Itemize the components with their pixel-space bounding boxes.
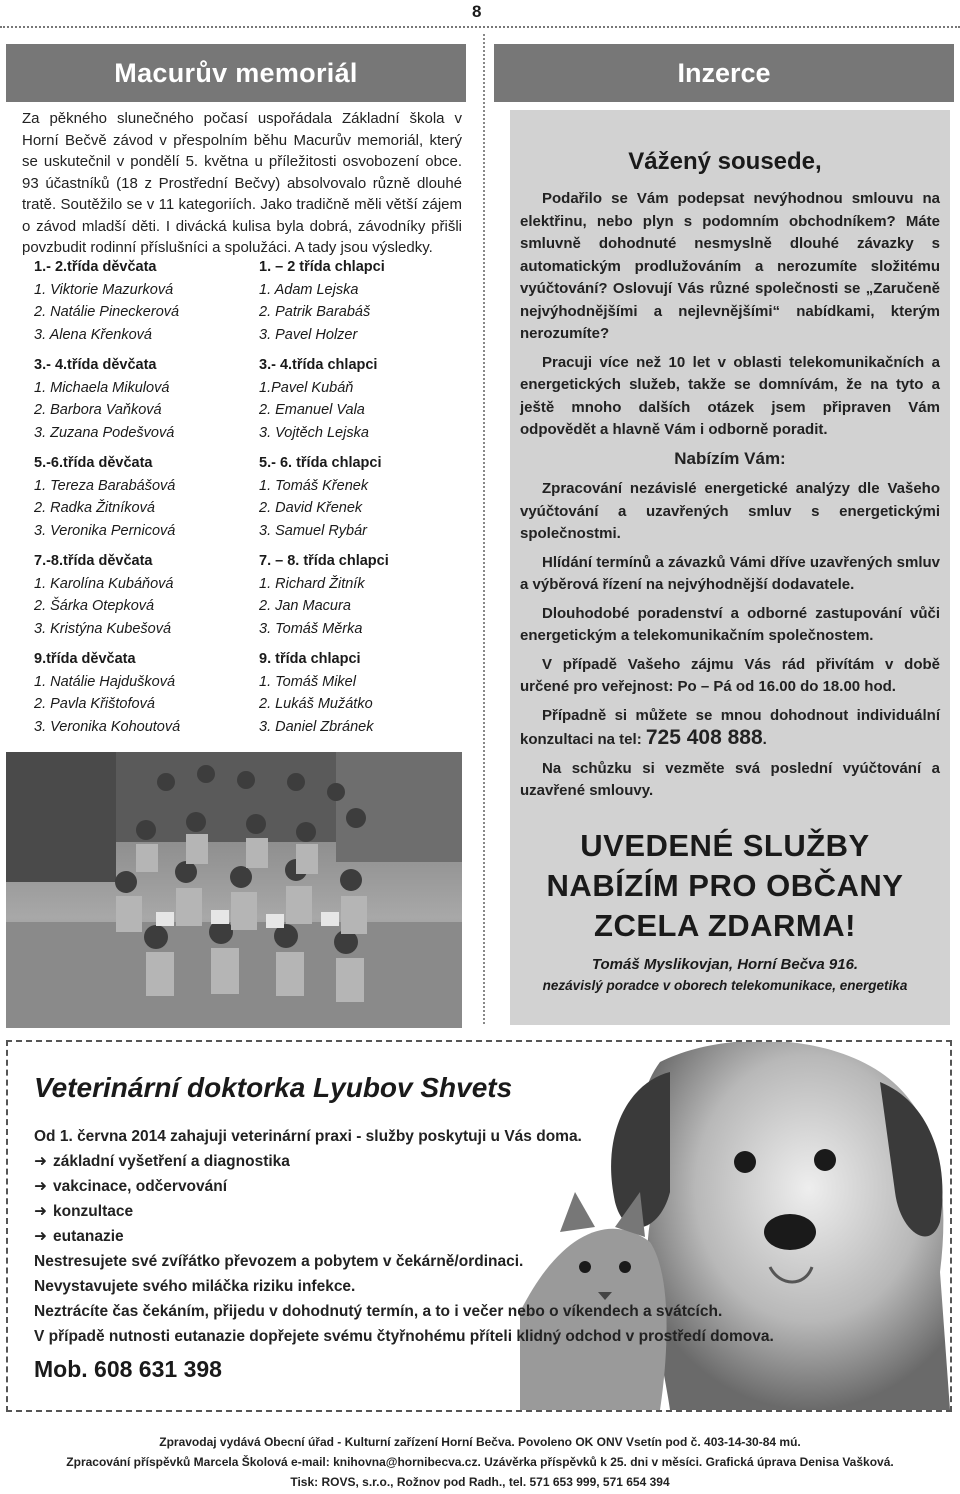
arrow-icon: ➜	[34, 1203, 47, 1220]
ad-greeting: Vážený sousede,	[628, 148, 822, 175]
result-item: 3. Tomáš Měrka	[259, 620, 363, 637]
arrow-icon: ➜	[34, 1178, 47, 1195]
article-intro: Za pěkného slunečného počasí uspořádala Základní škola v Horní Bečvě závod v přespolním běhu Macurův memoriál, který se uskutečnil v pondělí 5. května u příležitosti osvobození obce. 93 účastníků (18 z Prostřední Bečvy) absolvovalo různě dlouhé tratě. Soutěžilo se v 11 kategoriích. Jako tradičně měli větší zájem o závod mladší děti. I divácká kulisa byla dobrá, závodníky přišli povzbudit rodinní příslušníci a spolužáci. A tady jsou výsledky.	[22, 110, 462, 256]
ad-paragraph-phone	[520, 705, 940, 752]
result-item: 1. Viktorie Mazurková	[34, 281, 174, 298]
result-item: 2. Patrik Barabáš	[259, 304, 371, 320]
phone-number: 725 408 888	[645, 726, 763, 749]
result-item: 3. Daniel Zbránek	[259, 718, 374, 735]
vet-bullet	[34, 1224, 794, 1249]
result-item: 3. Veronika Pernicová	[34, 522, 176, 539]
banner-line: ZCELA ZDARMA!	[594, 908, 856, 943]
vet-ad	[6, 1040, 952, 1412]
vet-line: Nevystavujete svého miláčka riziku infekce.	[34, 1278, 356, 1295]
energy-ad	[510, 110, 950, 1025]
result-item: 3. Vojtěch Lejska	[259, 424, 369, 441]
result-item: 2. Šárka Otepková	[34, 598, 155, 614]
offer-heading: Nabízím Vám:	[674, 448, 786, 468]
vet-text	[34, 1124, 794, 1349]
result-item: 2. Pavla Křištofová	[34, 696, 155, 712]
group-heading: 9.třída děvčata	[34, 651, 136, 667]
result-item: 2. Barbora Vaňková	[34, 402, 162, 418]
phone-intro: Případně si můžete se mnou dohodnout individuální konzultaci na tel:	[520, 706, 940, 748]
ad-paragraph: Hlídání termínů a závazků Vámi dříve uzavřených smluv a výběrová řízení na nejvýhodnější dodavatele.	[520, 553, 940, 593]
result-item: 2. Lukáš Mužátko	[259, 696, 373, 712]
result-item: 2. Natálie Pineckerová	[34, 304, 180, 320]
vet-bullet-text: eutanazie	[53, 1228, 124, 1245]
ad-signature-subtitle: nezávislý poradce v oborech telekomunikace, energetika	[542, 978, 908, 993]
result-item: 3. Zuzana Podešvová	[34, 424, 175, 441]
result-group	[34, 452, 259, 542]
result-group	[259, 452, 464, 542]
group-heading: 3.- 4.třída chlapci	[259, 357, 378, 373]
vet-bullet-text: základní vyšetření a diagnostika	[53, 1153, 290, 1170]
group-heading: 9. třída chlapci	[259, 651, 361, 667]
ad-paragraph: Dlouhodobé poradenství a odborné zastupování vůči energetickým a telekomunikačním společnostem.	[520, 604, 940, 644]
result-item: 1. Tomáš Mikel	[259, 673, 356, 690]
result-item: 2. Jan Macura	[259, 598, 351, 614]
ad-paragraph: Pracuji více než 10 let v oblasti telekomunikačních a energetických služeb, takže se domnívám, že na tyto a ještě mnoho dalších otázek jsem připraven Vám odpovědět a hlavně Vám i odborně poradit.	[520, 353, 940, 438]
vet-bullet	[34, 1174, 794, 1199]
result-item: 1. Michaela Mikulová	[34, 379, 170, 396]
vet-line: Neztrácíte čas čekáním, přijedu v dohodnutý termín, a to i večer nebo o víkendech a svátcích.	[34, 1303, 723, 1320]
group-heading: 7.-8.třída děvčata	[34, 553, 153, 569]
result-item: 1. Adam Lejska	[259, 281, 359, 298]
group-photo	[6, 752, 462, 1028]
footer-line: Zpravodaj vydává Obecní úřad - Kulturní zařízení Horní Bečva. Povoleno OK ONV Vsetín pod č. 403-14-30-84 mú.	[159, 1435, 801, 1449]
footer	[0, 1432, 960, 1492]
group-heading: 3.- 4.třída děvčata	[34, 357, 157, 373]
vet-bullet-text: konzultace	[53, 1203, 134, 1220]
page-number: 8	[472, 2, 482, 21]
result-item: 1. Richard Žitník	[259, 575, 365, 592]
free-services-banner	[510, 826, 940, 946]
ad-paragraph: Zpracování nezávislé energetické analýzy dle Vašeho vyúčtování a uzavřených smluv s energetickými společnostmi.	[520, 480, 940, 542]
result-item: 1. Tomáš Křenek	[259, 477, 369, 494]
result-group	[259, 354, 464, 444]
banner-line: UVEDENÉ SLUŽBY	[580, 828, 870, 863]
ad-paragraph: Podařilo se Vám podepsat nevýhodnou smlouvu na elektřinu, nebo plyn s podomním obchodníkem? Máte smluvně dohodnuté nesmyslně dlouhé závazky s automatickým prodlužováním a nerozumíte složitému vyúčtování? Oslovují Vás různé společnosti se „Zaručeně nejvýhodnějšími a nejlevnějšími“ nabídkami, kterým nerozumíte?	[520, 190, 940, 342]
result-item: 1. Tereza Barabášová	[34, 477, 176, 494]
result-item: 2. David Křenek	[259, 500, 363, 516]
footer-line: Tisk: ROVS, s.r.o., Rožnov pod Radh., tel. 571 653 999, 571 654 394	[290, 1475, 670, 1489]
result-item: 3. Pavel Holzer	[259, 326, 358, 343]
arrow-icon: ➜	[34, 1228, 47, 1245]
arrow-icon: ➜	[34, 1153, 47, 1170]
group-heading: 5.- 6. třída chlapci	[259, 455, 382, 471]
vet-line: V případě nutnosti eutanazie dopřejete svému čtyřnohému příteli klidný odchod v prostředí domova.	[34, 1328, 774, 1345]
results-table	[34, 256, 464, 746]
result-item: 1. Karolína Kubáňová	[34, 575, 174, 592]
boys-column	[259, 256, 464, 746]
result-item: 3. Samuel Rybár	[259, 522, 367, 539]
group-heading: 1.- 2.třída děvčata	[34, 259, 157, 275]
vet-title: Veterinární doktorka Lyubov Shvets	[34, 1072, 513, 1103]
article-title: Macurův memoriál	[6, 44, 466, 102]
ad-paragraph: Na schůzku si vezměte svá poslední vyúčtování a uzavřené smlouvy.	[520, 759, 940, 799]
vet-line: Nestresujete své zvířátko převozem a pobytem v čekárně/ordinaci.	[34, 1253, 524, 1270]
group-heading: 7. – 8. třída chlapci	[259, 553, 389, 569]
column-divider	[483, 34, 485, 1024]
ad-body	[520, 188, 940, 809]
result-group	[259, 256, 464, 346]
result-group	[259, 648, 464, 738]
result-item: 3. Veronika Kohoutová	[34, 718, 181, 735]
ad-paragraph: V případě Vašeho zájmu Vás rád přivítám v době určené pro veřejnost: Po – Pá od 16.00 do 18.00 hod.	[520, 655, 940, 695]
top-divider	[0, 26, 960, 28]
result-group	[34, 550, 259, 640]
result-group	[259, 550, 464, 640]
footer-line: Zpracování příspěvků Marcela Školová e-mail: knihovna@hornibecva.cz. Uzávěrka příspěvků k 25. dni v měsíci. Grafická úprava Denisa Vašková.	[66, 1455, 894, 1469]
result-group	[34, 354, 259, 444]
result-item: 3. Kristýna Kubešová	[34, 620, 172, 637]
result-item: 2. Emanuel Vala	[259, 402, 365, 418]
banner-line: NABÍZÍM PRO OBČANY	[546, 868, 904, 903]
result-item: 2. Radka Žitníková	[34, 500, 155, 516]
girls-column	[34, 256, 259, 746]
ads-title: Inzerce	[494, 44, 954, 102]
result-group	[34, 648, 259, 738]
group-heading: 5.-6.třída děvčata	[34, 455, 153, 471]
result-group	[34, 256, 259, 346]
vet-line: Od 1. června 2014 zahajuji veterinární praxi - služby poskytuji u Vás doma.	[34, 1128, 582, 1145]
vet-bullet-text: vakcinace, odčervování	[53, 1178, 228, 1195]
phone-period: .	[762, 731, 767, 748]
group-heading: 1. – 2 třída chlapci	[259, 259, 385, 275]
vet-bullet	[34, 1199, 794, 1224]
vet-bullet	[34, 1149, 794, 1174]
result-item: 1.Pavel Kubáň	[259, 379, 354, 396]
result-item: 3. Alena Křenková	[34, 326, 152, 343]
vet-phone: Mob. 608 631 398	[34, 1356, 222, 1382]
ad-signature: Tomáš Myslikovjan, Horní Bečva 916.	[591, 956, 859, 973]
result-item: 1. Natálie Hajdušková	[34, 673, 176, 690]
